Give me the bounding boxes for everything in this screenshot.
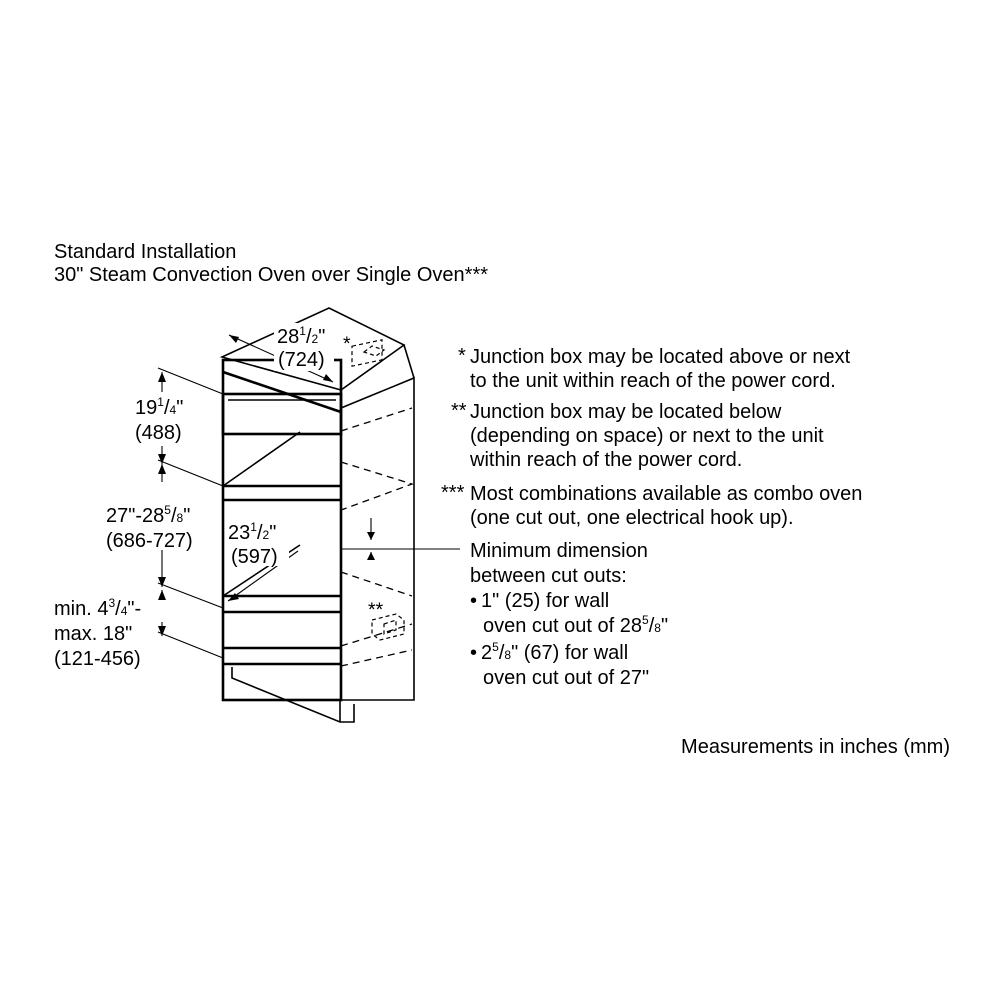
svg-text:281/2": $28^1/2$" <box>277 324 326 348</box>
cutout-height-frac-den: 8 <box>176 511 184 525</box>
depth-unit: " <box>269 522 277 544</box>
min-dimension-bullet-2: • <box>470 642 478 664</box>
junction-box-lower <box>368 599 404 640</box>
floor-height-line2: max. 18" <box>54 623 133 645</box>
floor-height-frac-den: 4 <box>120 604 128 618</box>
note-3-line2: (one cut out, one electrical hook up). <box>470 507 794 529</box>
upper-height-unit: " <box>176 397 184 419</box>
svg-text:min. 43/4"-: min. $4^3/4"-$ <box>54 596 142 620</box>
svg-text:25/8" (67) for wall: $2^5/8$" (67) for wall <box>481 640 629 664</box>
min-dimension-item1-b-post: " <box>660 615 669 637</box>
upper-height-frac-den: 4 <box>169 403 177 417</box>
hidden-edges <box>341 408 412 666</box>
floor-height-label <box>54 596 141 670</box>
min-dimension-note <box>470 540 668 689</box>
junction-mark-lower: ** <box>368 599 384 621</box>
min-dimension-item1-b-num: 5 <box>642 613 649 627</box>
upper-height-mm: (488) <box>135 422 182 444</box>
note-combo-oven <box>441 482 862 529</box>
note-1-marker: * <box>458 345 466 367</box>
note-2-line1: Junction box may be located below <box>470 401 782 423</box>
min-dimension-item2-a-den: 8 <box>504 648 512 662</box>
note-junction-above <box>458 345 851 392</box>
cutout-height-frac-num: 5 <box>164 503 171 517</box>
junction-box-upper <box>343 333 384 366</box>
note-1-line2: to the unit within reach of the power cord. <box>470 370 836 392</box>
note-3-line1: Most combinations available as combo oven <box>470 483 863 505</box>
min-dimension-item2-a-post: " (67) for wall <box>511 642 629 664</box>
width-unit: " <box>318 326 326 348</box>
min-dimension-item1-b-den: 8 <box>654 621 661 635</box>
cutout-height-label <box>106 503 193 552</box>
cabinet-side-panel <box>341 345 414 700</box>
min-dimension-item2-b: oven cut out of 27" <box>483 667 650 689</box>
min-dimension-line1: Minimum dimension <box>470 540 648 562</box>
width-frac-den: 2 <box>311 332 319 346</box>
note-2-marker: ** <box>451 400 467 422</box>
cutout-height-mm: (686-727) <box>106 530 193 552</box>
note-1-line1: Junction box may be located above or next <box>470 346 851 368</box>
width-mm: (724) <box>278 349 325 371</box>
svg-text:191/4": $19^1/4$" <box>135 395 184 419</box>
diagram-subtitle: 30" Steam Convection Oven over Single Oven*** <box>54 264 489 286</box>
min-dimension-item2-a-pre: 2 <box>481 642 493 664</box>
depth-frac-den: 2 <box>262 528 270 542</box>
upper-height-frac-num: 1 <box>157 395 164 409</box>
floor-height-line1b: "- <box>127 598 142 620</box>
note-2-line2: (depending on space) or next to the unit <box>470 425 824 447</box>
note-2-line3: within reach of the power cord. <box>470 449 743 471</box>
cutout-height-part1: 27"-28 <box>106 505 165 527</box>
note-junction-below <box>451 400 824 471</box>
svg-text:oven cut out of 285/8": oven cut out of $28^5/8$" <box>483 613 669 637</box>
svg-text:27"-285/8": $27"-28^5/8$" <box>106 503 191 527</box>
upper-height-whole: 19 <box>135 397 158 419</box>
min-dimension-item2-a-num: 5 <box>492 640 499 654</box>
min-dimension-bullet-1: • <box>470 590 478 612</box>
cutout-height-unit: " <box>183 505 191 527</box>
width-frac-num: 1 <box>299 324 306 338</box>
upper-height-label <box>135 395 183 444</box>
width-whole: 28 <box>277 326 300 348</box>
floor-height-mm: (121-456) <box>54 648 141 670</box>
junction-mark-upper: * <box>343 333 351 355</box>
svg-text:231/2": $23^1/2$" <box>228 520 277 544</box>
cabinet-base <box>232 667 354 722</box>
min-dimension-item1-a: 1" (25) for wall <box>481 590 610 612</box>
depth-frac-num: 1 <box>250 520 257 534</box>
depth-label <box>225 518 289 568</box>
depth-whole: 23 <box>228 522 251 544</box>
measurements-note: Measurements in inches (mm) <box>681 736 950 758</box>
depth-mm: (597) <box>231 546 278 568</box>
floor-height-frac-num: 3 <box>108 596 116 610</box>
note-3-marker: *** <box>441 482 465 504</box>
min-dimension-line2: between cut outs: <box>470 565 627 587</box>
min-dimension-item1-b-pre: oven cut out of 28 <box>483 615 643 637</box>
diagram-title: Standard Installation <box>54 241 237 263</box>
floor-height-line1a: min. 4 <box>54 598 109 620</box>
width-label <box>274 323 334 371</box>
